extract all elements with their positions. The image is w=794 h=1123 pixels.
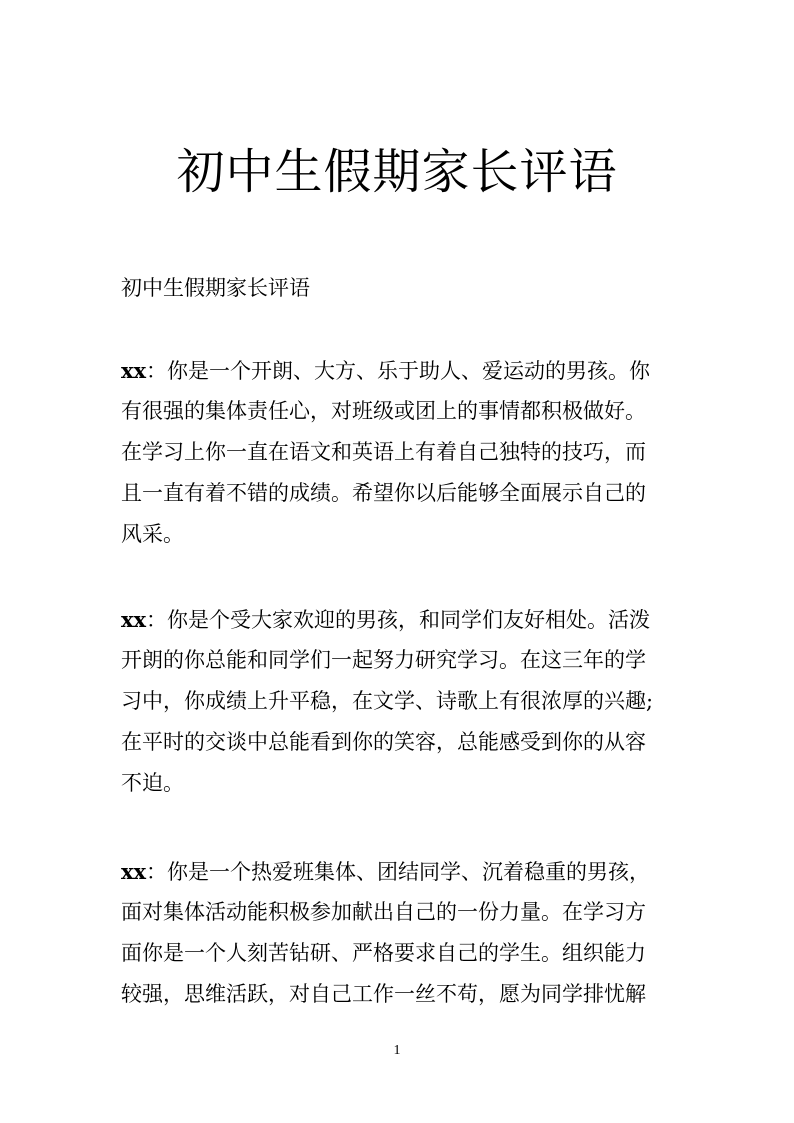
document-title: 初中生假期家长评语 bbox=[176, 144, 618, 200]
comment-paragraph-3 bbox=[121, 851, 666, 1015]
paragraph-1-line-2: 有很强的集体责任心，对班级或团上的事情都积极做好。 bbox=[121, 399, 646, 423]
name-placeholder: xx bbox=[121, 859, 147, 884]
paragraph-1-line-4: 且一直有着不错的成绩。希望你以后能够全面展示自己的 bbox=[121, 481, 646, 505]
comment-paragraph-2 bbox=[121, 599, 666, 804]
paragraph-2-line-2: 开朗的你总能和同学们一起努力研究学习。在这三年的学 bbox=[121, 648, 646, 672]
paragraph-1-line-5: 风采。 bbox=[121, 522, 184, 546]
paragraph-2-line-4: 在平时的交谈中总能看到你的笑容，总能感受到你的从容 bbox=[121, 730, 646, 754]
paragraph-1-line-1: xx：你是一个开朗、大方、乐于助人、爱运动的男孩。你 bbox=[121, 358, 651, 383]
name-placeholder: xx bbox=[121, 607, 147, 632]
paragraph-3-line-1: xx：你是一个热爱班集体、团结同学、沉着稳重的男孩， bbox=[121, 859, 651, 884]
paragraph-3-line-2: 面对集体活动能积极参加献出自己的一份力量。在学习方 bbox=[121, 900, 646, 924]
document-subtitle: 初中生假期家长评语 bbox=[121, 276, 310, 300]
paragraph-2-line-5: 不迫。 bbox=[121, 771, 184, 795]
paragraph-3-line-3: 面你是一个人刻苦钻研、严格要求自己的学生。组织能力 bbox=[121, 941, 646, 965]
name-placeholder: xx bbox=[121, 358, 147, 383]
comment-paragraph-1 bbox=[121, 350, 666, 555]
page-number: 1 bbox=[393, 1043, 401, 1058]
paragraph-2-line-1: xx：你是个受大家欢迎的男孩，和同学们友好相处。活泼 bbox=[121, 607, 651, 632]
paragraph-2-line-3: 习中，你成绩上升平稳，在文学、诗歌上有很浓厚的兴趣; bbox=[121, 689, 654, 713]
paragraph-3-line-4: 较强，思维活跃，对自己工作一丝不苟，愿为同学排忧解 bbox=[121, 982, 646, 1006]
paragraph-1-line-3: 在学习上你一直在语文和英语上有着自己独特的技巧，而 bbox=[121, 440, 646, 464]
